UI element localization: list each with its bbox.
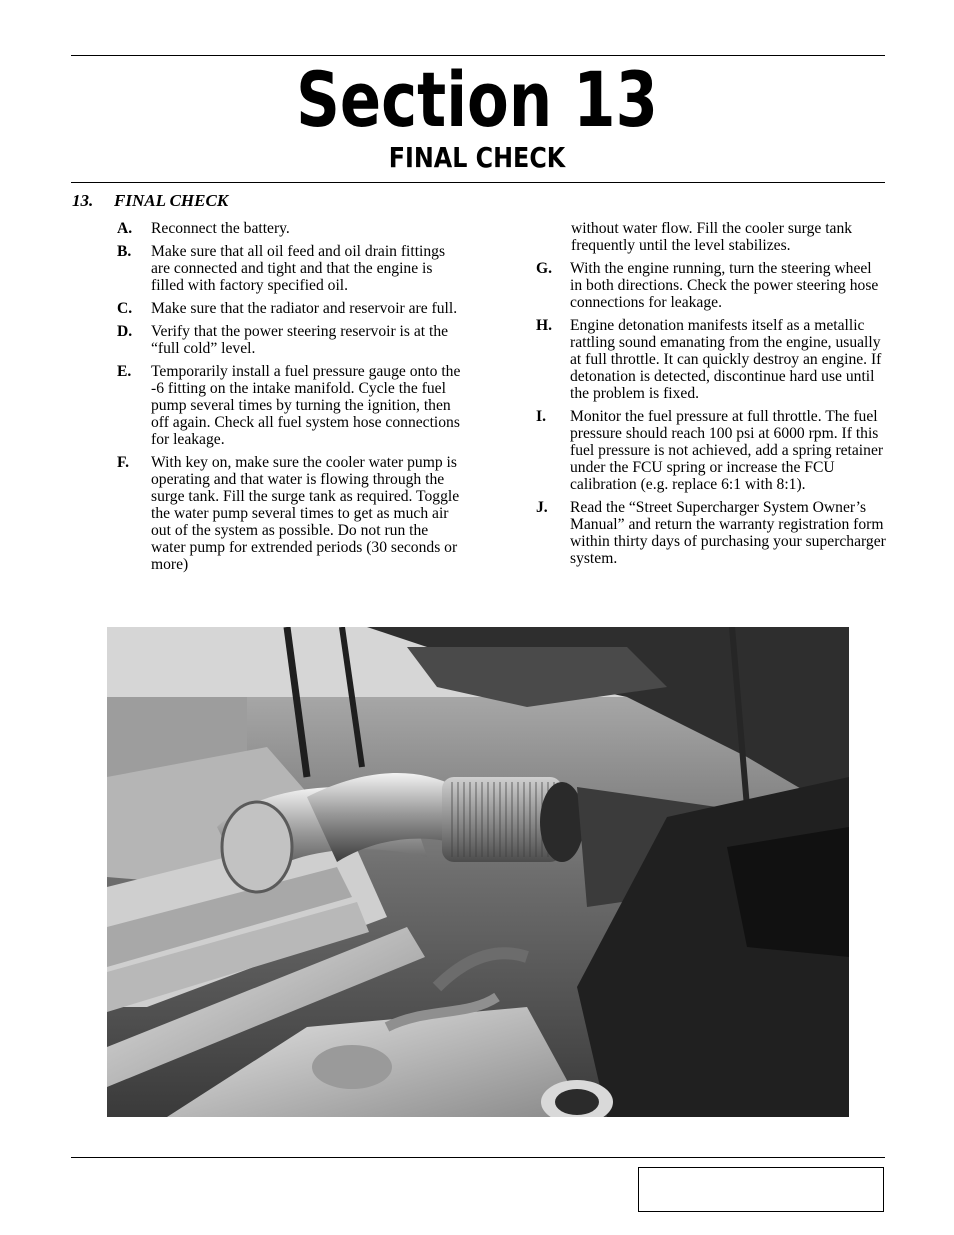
list-item — [536, 317, 886, 402]
item-text: Temporarily install a fuel pressure gauge onto the -6 fitting on the intake manifold. Cycle the fuel pump several times by turning the ignition, then off again. Check all fuel system hose connections for leakage. — [151, 363, 461, 448]
item-text: With the engine running, turn the steering wheel in both directions. Check the power steering hose connections for leakage. — [570, 260, 879, 311]
item-letter: B. — [117, 243, 132, 260]
list-item — [536, 499, 886, 567]
item-text: Read the “Street Supercharger System Owner’s Manual” and return the warranty registration form within thirty days of purchasing your supercharger system. — [570, 499, 886, 567]
header-rule — [71, 182, 885, 183]
section-title: Section 13 — [296, 55, 658, 144]
section-subtitle: FINAL CHECK — [388, 141, 566, 174]
item-text: Verify that the power steering reservoir is at the “full cold” level. — [151, 323, 449, 357]
section-number: 13. — [72, 191, 94, 210]
item-text: Engine detonation manifests itself as a metallic rattling sound emanating from the engine, usually at full throttle. It can quickly destroy an engine. If detonation is detected, discontinue hard use until the problem is fixed. — [570, 317, 882, 402]
item-letter: A. — [117, 220, 133, 237]
list-item — [117, 220, 462, 237]
item-text: Make sure that the radiator and reservoir are full. — [151, 300, 458, 317]
item-text: Make sure that all oil feed and oil drain fittings are connected and tight and that the engine is filled with factory specified oil. — [151, 243, 446, 294]
section-heading — [72, 190, 228, 212]
engine-bay-photo — [107, 627, 849, 1117]
list-item — [117, 323, 462, 357]
footer-box — [638, 1167, 884, 1212]
item-text: Monitor the fuel pressure at full throttle. The fuel pressure should reach 100 psi at 6000 rpm. If this fuel pressure is not achieved, add a spring retainer under the FCU spring or increase the FCU calibration (e.g. replace 6:1 with 8:1). — [570, 408, 884, 493]
item-text: Reconnect the battery. — [151, 220, 290, 237]
list-item — [117, 363, 462, 448]
list-item — [536, 260, 886, 311]
item-letter: I. — [536, 408, 546, 425]
right-column — [536, 220, 886, 573]
footer-rule — [71, 1157, 885, 1158]
list-item — [117, 454, 462, 573]
item-letter: E. — [117, 363, 132, 380]
item-letter: J. — [536, 499, 548, 516]
list-item — [117, 300, 462, 317]
list-item — [536, 408, 886, 493]
item-letter: H. — [536, 317, 553, 334]
section-heading-text: FINAL CHECK — [114, 191, 229, 210]
item-letter: C. — [117, 300, 133, 317]
item-letter: D. — [117, 323, 133, 340]
item-text: With key on, make sure the cooler water pump is operating and that water is flowing through the surge tank. Fill the surge tank as required. Toggle the water pump several times to get as much air out of the system as possible. Do not run the water pump for extrended periods (30 seconds or more) — [151, 454, 460, 573]
item-letter: G. — [536, 260, 553, 277]
item-continuation: without water flow. Fill the cooler surge tank frequently until the level stabilizes. — [571, 220, 853, 254]
left-column — [117, 220, 462, 579]
list-item — [117, 243, 462, 294]
item-letter: F. — [117, 454, 129, 471]
